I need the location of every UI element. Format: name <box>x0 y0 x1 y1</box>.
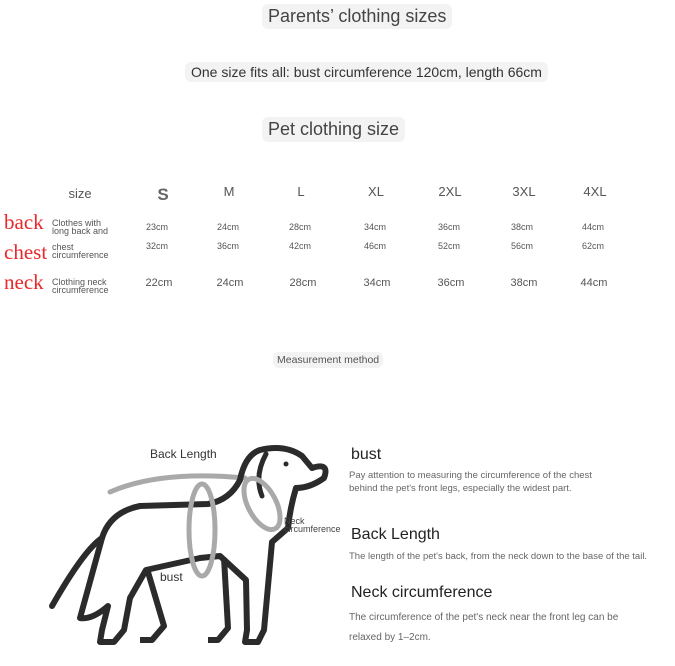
cell-neck-l: 28cm <box>289 277 317 289</box>
cell-chest-s: 32cm <box>145 241 168 251</box>
size-3xl: 3XL <box>512 184 536 199</box>
diagram-label-neck: Neck circumference <box>284 516 341 534</box>
neck-desc: The circumference of the pet's neck near the front leg can be relaxed by 1–2cm. <box>349 612 619 643</box>
cell-chest-m: 36cm <box>216 241 239 251</box>
size-4xl: 4XL <box>583 184 607 199</box>
cell-back-m: 24cm <box>216 222 239 232</box>
bust-guide <box>189 484 215 576</box>
cell-chest-l: 42cm <box>288 241 311 251</box>
size-xl: XL <box>368 184 384 199</box>
cell-neck-2xl: 36cm <box>437 277 465 289</box>
row-label-chest: chest circumference <box>52 242 109 260</box>
size-2xl: 2XL <box>438 184 462 199</box>
bust-desc: Pay attention to measuring the circumference of the chest behind the pet's front legs, especially the widest part. <box>349 470 592 494</box>
side-label-back: back <box>4 210 44 234</box>
dog-ear <box>259 454 266 496</box>
parents-note: One size fits all: bust circumference 120cm, length 66cm <box>185 62 548 82</box>
size-header: size <box>68 186 92 201</box>
size-s: S <box>157 185 169 204</box>
cell-chest-4xl: 62cm <box>581 241 604 251</box>
back-length-heading: Back Length <box>351 526 440 543</box>
cell-chest-2xl: 52cm <box>437 241 460 251</box>
cell-back-l: 28cm <box>288 222 311 232</box>
row-label-neck: Clothing neck circumference <box>52 277 109 295</box>
cell-back-s: 23cm <box>145 222 168 232</box>
cell-chest-3xl: 56cm <box>510 241 533 251</box>
size-l: L <box>297 184 305 199</box>
cell-back-3xl: 38cm <box>510 222 533 232</box>
cell-back-2xl: 36cm <box>437 222 460 232</box>
neck-guide <box>236 473 287 536</box>
side-label-chest: chest <box>4 240 48 264</box>
diagram-label-bust: bust <box>160 570 183 584</box>
diagram-label-back-length: Back Length <box>150 447 217 461</box>
cell-back-xl: 34cm <box>363 222 386 232</box>
cell-neck-4xl: 44cm <box>580 277 608 289</box>
back-length-guide <box>110 476 245 492</box>
pet-title: Pet clothing size <box>262 117 405 142</box>
cell-neck-m: 24cm <box>216 277 244 289</box>
row-label-back: Clothes with long back and <box>52 218 109 236</box>
cell-chest-xl: 46cm <box>363 241 386 251</box>
back-length-desc: The length of the pet's back, from the neck down to the base of the tail. <box>349 551 648 562</box>
cell-neck-xl: 34cm <box>363 277 391 289</box>
cell-back-4xl: 44cm <box>581 222 604 232</box>
dog-eye <box>284 462 289 467</box>
cell-neck-s: 22cm <box>145 277 173 289</box>
parents-title: Parents’ clothing sizes <box>262 4 452 29</box>
cell-neck-3xl: 38cm <box>510 277 538 289</box>
size-m: M <box>223 184 235 199</box>
measurement-title: Measurement method <box>273 352 383 368</box>
bust-heading: bust <box>351 446 382 463</box>
dog-diagram <box>40 430 350 660</box>
side-label-neck: neck <box>4 270 44 294</box>
neck-heading: Neck circumference <box>351 584 493 601</box>
